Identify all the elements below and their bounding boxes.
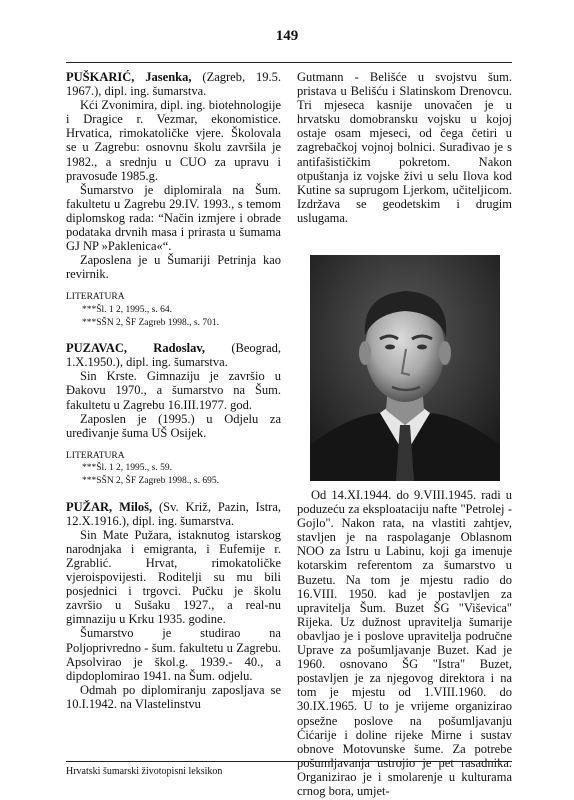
literature-ref: ***Šl. 1 2, 1995., s. 59. [82,463,172,474]
entry-headword: PUŽAR, Miloš, [66,499,153,514]
top-rule [66,62,512,63]
literature-ref: ***Šl. 1 2, 1995., s. 64. [82,305,172,315]
entry-intro: (Zagreb, 19.5. 1967.), dipl. ing. šumarstva. [66,70,281,99]
page-number: 149 [275,28,299,44]
entry-headword: PUŠKARIĆ, Jasenka, [66,70,192,84]
entry-puzavac [66,341,281,487]
entry-headword: PUZAVAC, Radoslav, [66,341,206,356]
literature-block [66,450,281,488]
entry-paragraph: Šumarstvo je diplomirala na Šum. fakultetu u Zagrebu 29.IV. 1993., s temom diplomskog rada: “Način izmjere i obrade podataka drvnih masa i prirasta u šumama GJ NP »Paklenica«“. [66,182,281,254]
entry-paragraph: Zaposlena je u Šumariji Petrinja kao revirnik. [66,253,281,282]
literature-ref: ***SŠN 2, ŠF Zagreb 1998., s. 701. [82,317,219,328]
portrait-image [310,255,500,481]
right-column-top [297,70,512,225]
literature-block [66,291,281,329]
entry-paragraph: Sin Mate Pužara, istaknutog istarskog narodnjaka i emigranta, i Eufemije r. Zgrablić. Hrvat, rimokatoličke vjeroispovijesti. Roditelji su mu bili posjednici i trgovci. Pučku je školu završio u Sušaku 1927., a real-nu gimnaziju u Krku 1935. godine. [66,527,281,627]
entry-paragraph: Zaposlen je (1995.) u Odjelu za uređivanje šuma UŠ Osijek. [66,411,281,440]
entry-paragraph: Šumarstvo je studirao na Poljoprivredno - šum. fakultetu u Zagrebu. Apsolvirao je škol.g. 1939.- 40., a dipdoplomirao 1941. na Šum. odjelu. [66,626,281,683]
literature-title: LITERATURA [66,450,125,461]
entry-paragraph: Sin Krste. Gimnaziju je završio u Đakovu 1970., a šumarstvo na Šum. fakultetu u Zagrebu 16.III.1977. god. [66,369,281,412]
entry-intro: (Sv. Križ, Pazin, Istra, 12.X.1916.), dipl. ing. šumarstva. [66,499,282,528]
portrait-photo [310,255,500,481]
bottom-rule [66,761,512,762]
entry-continuation-text: Od 14.XI.1944. do 9.VIII.1945. radi u poduzeću za eksploataciju nafte "Petrolej - Gojlo". Nakon rata, na vlastiti zahtjev, stavljen je na raspolaganje Oblasnom NOO za Istru u Labinu, koji ga imenuje kotarskim referentom za šumarstvo u Buzetu. Na tom je mjestu radio do 16.VIII. 1950. kad je postavljen za upravitelja Šum. Buzet ŠG "Viševica" Rijeka. Uz dužnost upravitelja šumarije obavljao je i poslove upravitelja područne Uprave za pošumljavanje Buzet. Kad je 1960. osnovano ŠG "Istra" Buzet, postavljen je za njegovog direktora i na tom je mjestu od 1.VIII.1960. do 30.IX.1965. U to je vrijeme organizirao opsežne poslove na pošumljavanju Ćićarije i doline rijeke Mirne i sustav obnove Motovunske šume. Za potrebe pošumljavanja ustrojio je pet rasadnika. Organizirao je i smolarenje u kulturama crnog bora, umjet- [297,488,512,798]
page-footer: Hrvatski šumarski životopisni leksikon [66,766,223,777]
entry-puzar [66,500,281,711]
right-column-bottom [297,488,512,798]
literature-title: LITERATURA [66,292,125,303]
entry-paragraph: Kći Zvonimira, dipl. ing. biotehnologije i Dragice r. Vezmar, ekonomistice. Hrvatica, rimokatoličke vjere. Školovala se u Zagrebu: osnovnu školu završila je 1982., a srednju u CUO za upravu i pravosuđe 1985.g. [66,98,281,183]
entry-intro: (Beograd, 1.X.1950.), dipl. ing. šumarstva. [66,341,281,370]
entry-paragraph: Odmah po diplomiranju zaposljava se 10.I.1942. na Vlastelinstvu [66,682,281,711]
entry-puskaric [66,70,281,329]
entry-continuation-text: Gutmann - Belišće u svojstvu šum. pristava u Belišću i Slatinskom Drenovcu. Tri mjeseca kasnije unovačen je u hrvatsku domobransku vojsku u kojoj ostaje osam mjeseci, od čega četiri u zagrebačkoj vojnoj bolnici. Surađivao je s antifašističkim pokretom. Nakon otpuštanja iz vojske živi u selu Ilova kod Kutine sa suprugom Ljerkom, učiteljicom. Izdržava se geodetskim i drugim uslugama. [297,70,512,225]
literature-ref: ***SŠN 2, ŠF Zagreb 1998., s. 695. [82,476,219,487]
left-column [66,70,281,723]
